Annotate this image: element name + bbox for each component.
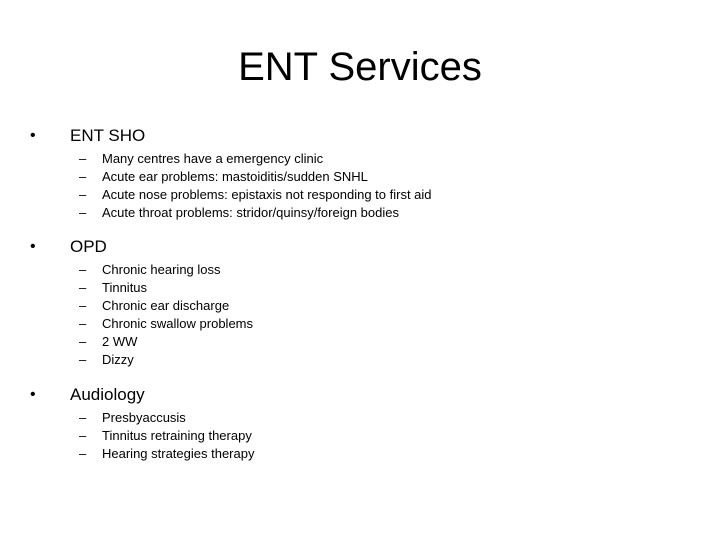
section-ent-sho <box>0 122 720 222</box>
list-item <box>0 186 720 204</box>
bullet-item <box>0 122 720 150</box>
section-audiology <box>0 381 720 463</box>
list-item <box>0 351 720 369</box>
list-item <box>0 427 720 445</box>
sub-list <box>0 409 720 463</box>
dash-icon: – <box>79 352 87 367</box>
sub-list <box>0 150 720 222</box>
list-item-text: Acute throat problems: stridor/quinsy/foreign bodies <box>102 205 399 220</box>
list-item <box>0 168 720 186</box>
section-heading: OPD <box>70 237 107 256</box>
dash-icon: – <box>79 151 87 166</box>
list-item <box>0 204 720 222</box>
dash-icon: – <box>79 205 87 220</box>
section-opd <box>0 233 720 369</box>
list-item <box>0 261 720 279</box>
dash-icon: – <box>79 280 87 295</box>
bullet-icon: • <box>30 127 36 144</box>
slide-title: ENT Services <box>238 45 482 89</box>
list-item <box>0 315 720 333</box>
list-item-text: Tinnitus <box>102 280 148 295</box>
list-item-text: Dizzy <box>102 352 134 367</box>
dash-icon: – <box>79 169 87 184</box>
list-item-text: Chronic hearing loss <box>102 262 221 277</box>
list-item-text: 2 WW <box>102 334 138 349</box>
list-item <box>0 333 720 351</box>
list-item <box>0 150 720 168</box>
dash-icon: – <box>79 316 87 331</box>
bullet-item <box>0 233 720 261</box>
dash-icon: – <box>79 187 87 202</box>
bullet-icon: • <box>30 238 36 255</box>
list-item-text: Acute nose problems: epistaxis not responding to first aid <box>102 187 432 202</box>
list-item-text: Tinnitus retraining therapy <box>102 428 252 443</box>
list-item-text: Hearing strategies therapy <box>102 446 255 461</box>
list-item-text: Presbyaccusis <box>102 410 186 425</box>
dash-icon: – <box>79 334 87 349</box>
section-heading: ENT SHO <box>70 126 146 145</box>
dash-icon: – <box>79 298 87 313</box>
dash-icon: – <box>79 446 87 461</box>
list-item-text: Many centres have a emergency clinic <box>102 151 324 166</box>
list-item-text: Chronic ear discharge <box>102 298 230 313</box>
dash-icon: – <box>79 262 87 277</box>
list-item-text: Acute ear problems: mastoiditis/sudden SNHL <box>102 169 368 184</box>
sub-list <box>0 261 720 369</box>
list-item <box>0 445 720 463</box>
bullet-item <box>0 381 720 409</box>
list-item <box>0 409 720 427</box>
section-heading: Audiology <box>70 385 145 404</box>
list-item <box>0 279 720 297</box>
dash-icon: – <box>79 428 87 443</box>
list-item-text: Chronic swallow problems <box>102 316 253 331</box>
bullet-icon: • <box>30 386 36 403</box>
dash-icon: – <box>79 410 87 425</box>
list-item <box>0 297 720 315</box>
